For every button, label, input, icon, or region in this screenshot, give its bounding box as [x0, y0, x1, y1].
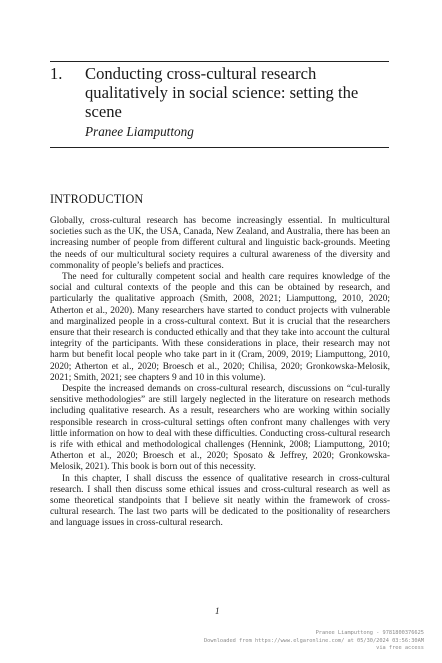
footer-access-line: via free access	[376, 645, 424, 652]
paragraph: In this chapter, I shall discuss the essence of qualitative research in cross-cultural research. I shall then discuss some ethical issues and cross-cultural research as well as some theoretical standpoints that I believe sit neatly within the framework of cross-cultural research. The last two parts will be dedicated to the positionality of researchers and language issues in cross-cultural research.	[50, 473, 390, 529]
footer-isbn-line: Pranee Liamputtong - 9781800376625	[315, 630, 424, 636]
footer-download-line: Downloaded from https://www.elgaronline.com/ at 05/30/2024 03:56:30AM	[203, 637, 424, 644]
chapter-bottom-rule	[50, 147, 389, 148]
body-text	[50, 216, 390, 530]
chapter-author: Pranee Liamputtong	[85, 124, 194, 139]
chapter-number: 1.	[50, 64, 63, 83]
paragraph: Globally, cross-cultural research has become increasingly essential. In multicultural societies such as the UK, the USA, Canada, New Zealand, and Australia, there has been an increasing number of people from different cultural and linguistic back-grounds. Meeting the needs of our multicultural society requires a cultural awareness of the diversity and commonality of people’s beliefs and practices.	[50, 216, 390, 271]
chapter-title: Conducting cross-cultural research qualitatively in social science: setting the scene	[85, 64, 359, 121]
paragraph: Despite the increased demands on cross-cultural research, discussions on “cul-turally sensitive methodologies” are still largely neglected in the literature on research methods including qualitative research. As a result, researchers who are working within socially responsible research in cross-cultural settings often confront many challenges with very little information on how to deal with these difficulties. Conducting cross-cultural research is rife with ethical and methodological challenges (Hennink, 2008; Liamputtong, 2010; Atherton et al., 2020; Broesch et al., 2020; Sposato & Jeffrey, 2020; Gronkowska-Melosik, 2021). This book is born out of this necessity.	[50, 384, 390, 473]
download-footer	[204, 630, 424, 653]
section-heading: INTRODUCTION	[50, 192, 144, 206]
chapter-top-rule	[50, 61, 389, 62]
paragraph: The need for culturally competent social and health care requires knowledge of the social and cultural contexts of the people and this can be obtained by research, and particularly the qualitative approach (Smith, 2008, 2021; Liamputtong, 2010, 2020; Atherton et al., 2020). Many researchers have started to conduct projects with vulnerable and marginalized people in a cross-cultural context. But it is crucial that the researchers ensure that their research is conducted ethically and that they take into account the cultural integrity of the participants. With these considerations in place, their research may not harm but benefit local people who take part in it (Cram, 2009, 2019; Liamputtong, 2010, 2020; Atherton et al., 2020; Broesch et al., 2020; Chilisa, 2020; Gronkowska-Melosik, 2021; Smith, 2021; see chapters 9 and 10 in this volume).	[50, 272, 390, 383]
page-number: 1	[215, 606, 220, 616]
